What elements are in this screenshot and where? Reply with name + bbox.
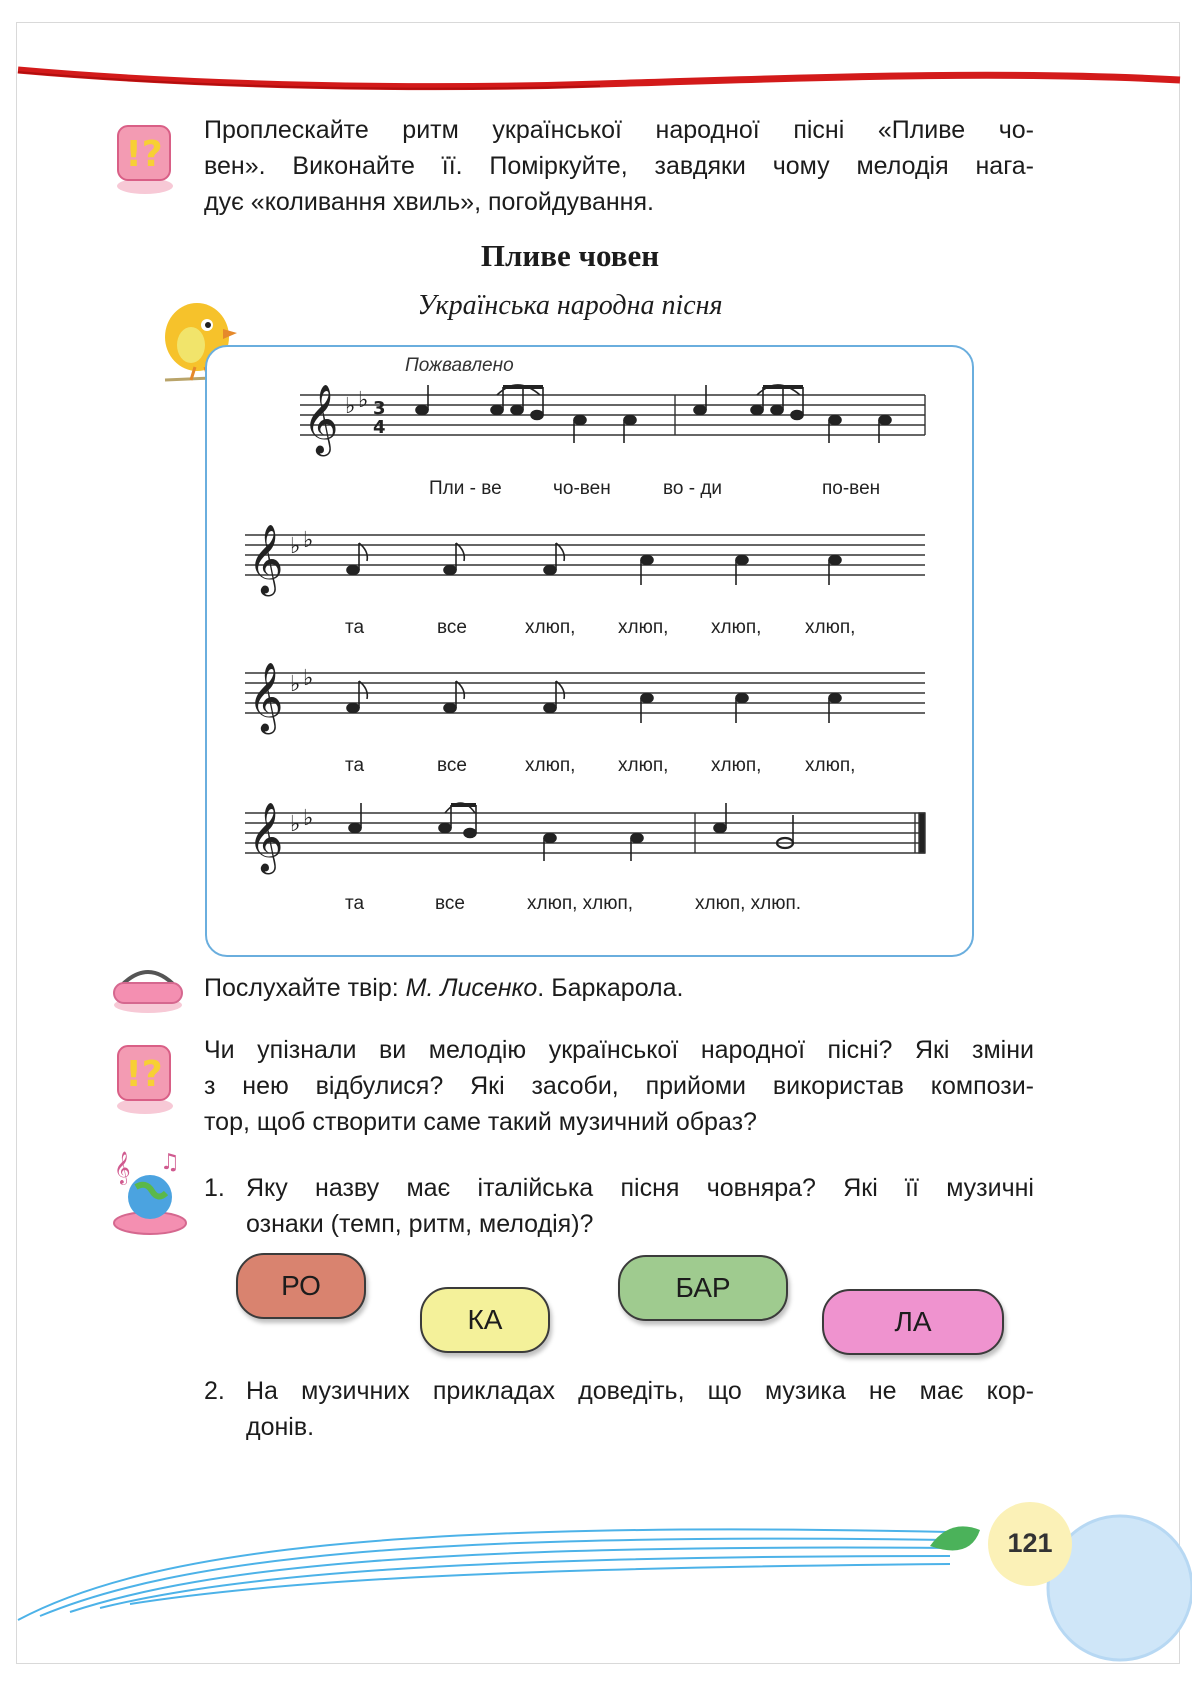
lyric-syllable: все xyxy=(437,617,467,638)
question-2-line-2: донів. xyxy=(246,1413,315,1441)
notes-staff-1 xyxy=(416,385,891,443)
task-2-line-2: з нею відбулися? Які засоби, прийоми використав компози- xyxy=(204,1072,1034,1100)
syllable-text: РО xyxy=(281,1270,321,1301)
page-number: 121 xyxy=(1007,1528,1053,1558)
lyric-syllable: во - ди xyxy=(663,478,723,499)
syllable-card xyxy=(618,1255,788,1321)
listen-prefix: Послухайте твір: xyxy=(204,974,406,1002)
svg-text:♭: ♭ xyxy=(345,394,356,419)
lyric-syllable: хлюп, хлюп, xyxy=(527,893,634,914)
question-1-line-2: ознаки (темп, ритм, мелодія)? xyxy=(246,1210,594,1238)
task-2-text xyxy=(204,1032,1034,1140)
lyric-syllable: хлюп, xyxy=(525,755,576,776)
lyric-syllable: все xyxy=(435,893,465,914)
composer-name: М. Лисенко xyxy=(405,974,538,1002)
question-1-text xyxy=(246,1170,1034,1242)
syllable-card xyxy=(420,1287,550,1353)
svg-text:!?: !? xyxy=(125,1054,163,1095)
treble-clef: 𝄞 xyxy=(303,384,339,454)
svg-text:♭: ♭ xyxy=(290,672,301,697)
lyrics-staff-3 xyxy=(205,755,975,785)
syllable-card xyxy=(822,1289,1004,1355)
syllable-text: ЛА xyxy=(894,1306,932,1337)
question-1-line-1: Яку назву має італійська пісня човняра? Які її музичні xyxy=(246,1174,1034,1202)
svg-text:♭: ♭ xyxy=(358,388,369,413)
lyrics-staff-1 xyxy=(205,478,975,508)
lyric-syllable: чо-вен xyxy=(553,478,611,499)
lyric-syllable: все xyxy=(437,755,467,776)
bottom-wave-decoration xyxy=(0,1490,1192,1684)
task-2-line-1: Чи упізнали ви мелодію української народної пісні? Які зміни xyxy=(204,1036,1034,1064)
question-2-number: 2. xyxy=(204,1377,225,1405)
svg-text:♭: ♭ xyxy=(303,528,314,553)
question-2-line-1: На музичних прикладах доведіть, що музика не має кор- xyxy=(246,1377,1034,1405)
lyrics-staff-2 xyxy=(205,617,975,647)
staff-4 xyxy=(245,813,925,853)
treble-clef: 𝄞 xyxy=(248,662,284,732)
svg-text:♭: ♭ xyxy=(290,812,301,837)
treble-clef: 𝄞 xyxy=(248,802,284,872)
question-1-number: 1. xyxy=(204,1174,225,1202)
task-1-line-2: вен». Виконайте її. Поміркуйте, завдяки чому мелодія нага- xyxy=(204,152,1034,180)
lyric-syllable: Пли - ве xyxy=(429,478,502,499)
treble-clef: 𝄞 xyxy=(248,524,284,594)
svg-text:♭: ♭ xyxy=(290,534,301,559)
top-red-wave xyxy=(0,50,1192,100)
time-sig-bottom: 4 xyxy=(373,417,386,438)
notes-staff-3 xyxy=(347,681,841,723)
listen-suffix: . Баркарола. xyxy=(537,974,684,1002)
lyric-syllable: та xyxy=(345,755,365,776)
lyric-syllable: по-вен xyxy=(822,478,881,499)
question-icon xyxy=(112,120,178,196)
tempo-marking: Пожвавлено xyxy=(405,355,514,376)
music-score xyxy=(205,345,975,955)
lyric-syllable: хлюп, хлюп. xyxy=(695,893,802,914)
task-1-line-1: Проплескайте ритм української народної пісні «Пливе чо- xyxy=(204,116,1034,144)
lyric-syllable: хлюп, xyxy=(805,755,856,776)
task-1-line-3: дує «коливання хвиль», погойдування. xyxy=(204,188,654,216)
task-1-text xyxy=(204,112,1034,220)
lyric-syllable: хлюп, xyxy=(618,617,669,638)
song-title: Пливе човен xyxy=(480,238,660,273)
svg-text:!?: !? xyxy=(125,134,163,175)
listen-line xyxy=(204,970,1004,1006)
lyric-syllable: хлюп, xyxy=(711,755,762,776)
svg-text:♫: ♫ xyxy=(160,1150,180,1175)
lyric-syllable: та xyxy=(345,617,365,638)
svg-text:𝄞: 𝄞 xyxy=(114,1151,131,1184)
song-subtitle: Українська народна пісня xyxy=(417,290,723,321)
globe-music-icon xyxy=(108,1145,190,1237)
leaf-icon xyxy=(930,1526,980,1550)
task-2-line-3: тор, щоб створити саме такий музичний образ? xyxy=(204,1108,757,1136)
lyric-syllable: хлюп, xyxy=(618,755,669,776)
lyric-syllable: хлюп, xyxy=(711,617,762,638)
staff-1 xyxy=(300,395,925,435)
lyric-syllable: та xyxy=(345,893,365,914)
headphones-icon xyxy=(108,955,188,1015)
syllable-text: КА xyxy=(467,1304,503,1335)
question-icon xyxy=(112,1040,178,1116)
time-sig-top: 3 xyxy=(373,398,386,419)
syllable-card xyxy=(236,1253,366,1319)
svg-text:♭: ♭ xyxy=(303,666,314,691)
question-2-text xyxy=(246,1373,1034,1445)
lyric-syllable: хлюп, xyxy=(525,617,576,638)
syllable-text: БАР xyxy=(675,1272,731,1303)
lyrics-staff-4 xyxy=(205,893,975,923)
svg-text:♭: ♭ xyxy=(303,806,314,831)
notes-staff-2 xyxy=(347,543,841,585)
lyric-syllable: хлюп, xyxy=(805,617,856,638)
